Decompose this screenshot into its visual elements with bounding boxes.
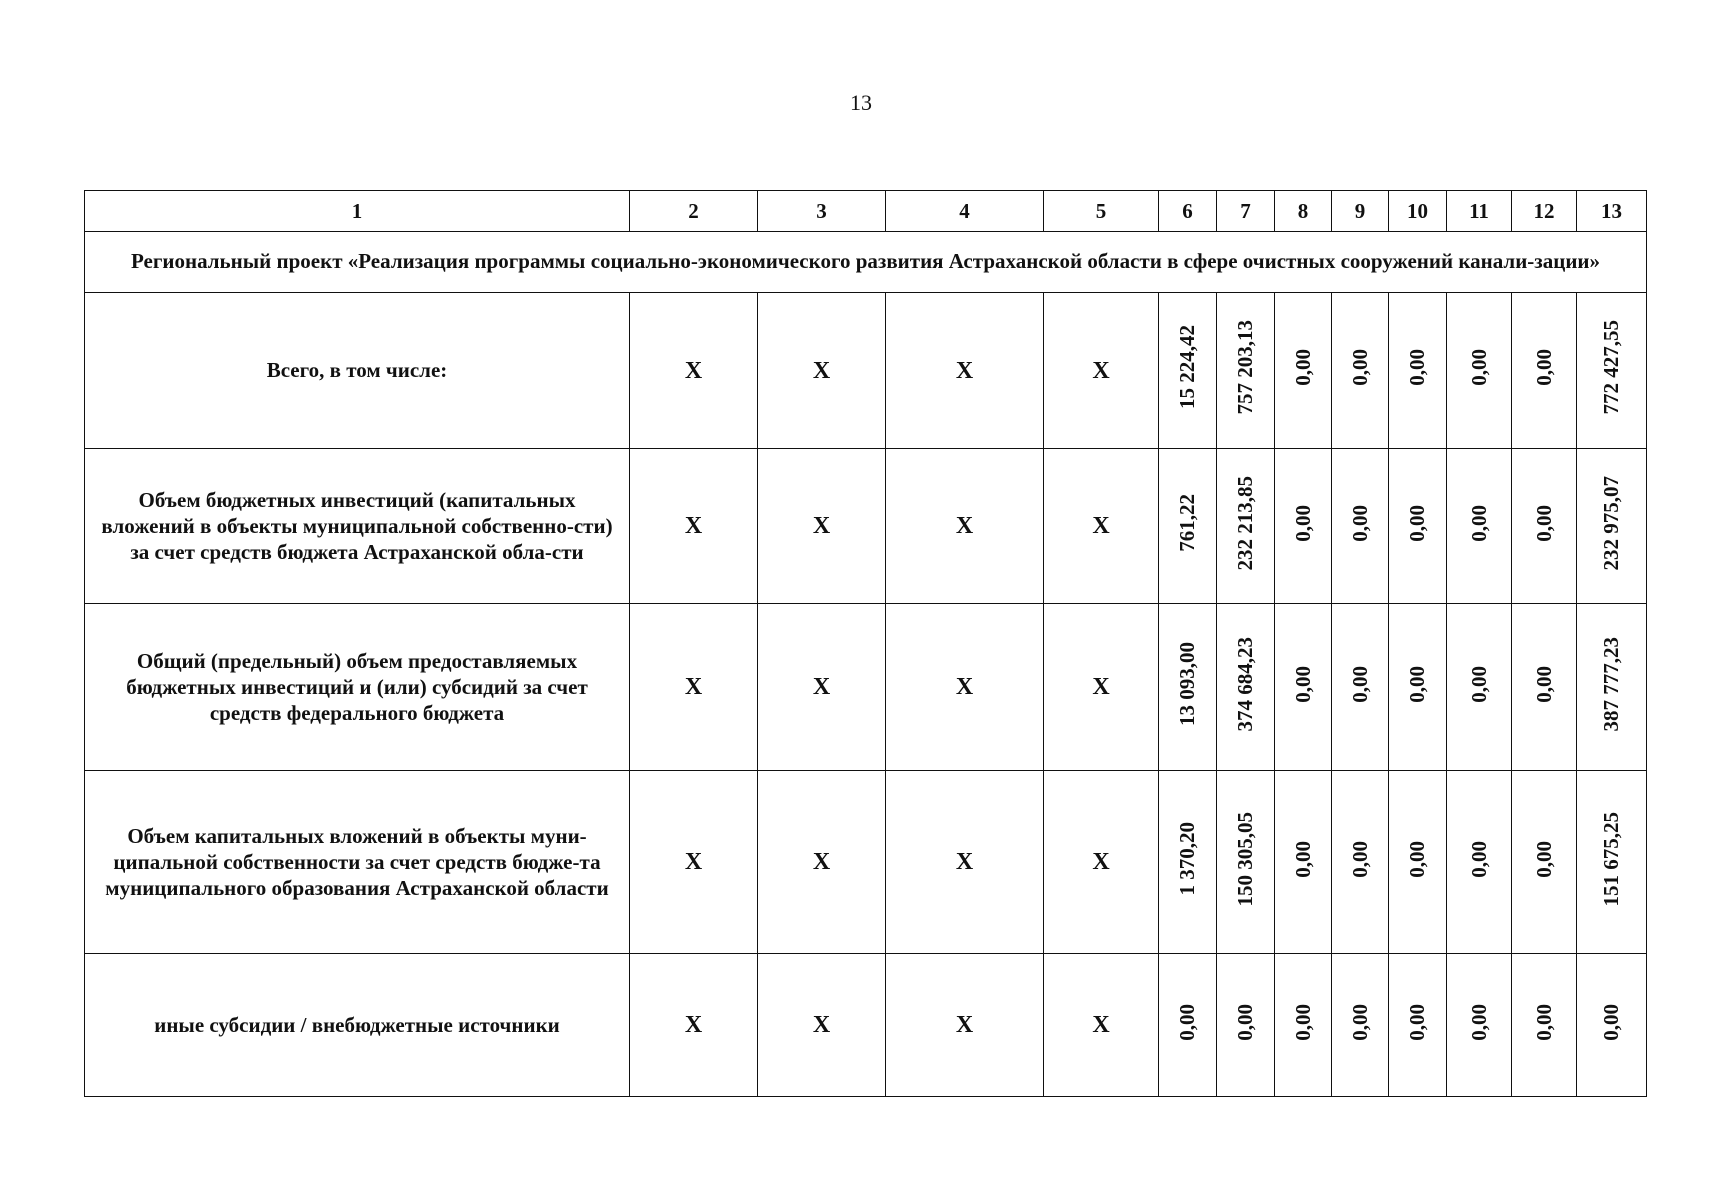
value-cell bbox=[1389, 449, 1447, 604]
value-cell bbox=[1577, 449, 1647, 604]
value-text: 15 224,42 bbox=[1175, 325, 1200, 410]
value-text: 0,00 bbox=[1466, 504, 1491, 542]
x-mark: Х bbox=[886, 604, 1044, 771]
table-row bbox=[85, 954, 1647, 1097]
column-header: 10 bbox=[1389, 191, 1447, 232]
value-text: 0,00 bbox=[1466, 349, 1491, 386]
value-cell bbox=[1275, 771, 1332, 954]
x-mark: Х bbox=[758, 954, 886, 1097]
header-row bbox=[85, 191, 1647, 232]
value-cell bbox=[1512, 449, 1577, 604]
value-cell bbox=[1217, 449, 1275, 604]
value-cell bbox=[1577, 604, 1647, 771]
value-cell bbox=[1217, 954, 1275, 1097]
table-row bbox=[85, 771, 1647, 954]
value-text: 0,00 bbox=[1405, 840, 1430, 878]
value-cell bbox=[1577, 771, 1647, 954]
value-cell bbox=[1332, 293, 1389, 449]
x-mark: Х bbox=[758, 293, 886, 449]
value-cell bbox=[1217, 771, 1275, 954]
value-text: 0,00 bbox=[1347, 349, 1372, 386]
value-cell bbox=[1512, 771, 1577, 954]
x-mark: Х bbox=[886, 771, 1044, 954]
column-header: 13 bbox=[1577, 191, 1647, 232]
value-text: 0,00 bbox=[1405, 665, 1430, 703]
value-text: 232 213,85 bbox=[1233, 475, 1258, 571]
value-cell bbox=[1332, 771, 1389, 954]
value-cell bbox=[1159, 604, 1217, 771]
row-label: Объем капитальных вложений в объекты муни-ципальной собственности за счет средств бюдже-та муниципального образования Астраханской области bbox=[85, 771, 630, 954]
column-header: 8 bbox=[1275, 191, 1332, 232]
value-text: 0,00 bbox=[1290, 1003, 1315, 1041]
column-header: 7 bbox=[1217, 191, 1275, 232]
value-text: 0,00 bbox=[1347, 840, 1372, 878]
row-label: Объем бюджетных инвестиций (капитальных вложений в объекты муниципальной собственно-сти) за счет средств бюджета Астраханской обла-сти bbox=[85, 449, 630, 604]
value-text: 0,00 bbox=[1466, 665, 1491, 703]
value-text: 0,00 bbox=[1531, 504, 1556, 542]
value-cell bbox=[1389, 604, 1447, 771]
value-text: 0,00 bbox=[1599, 1003, 1624, 1041]
x-mark: Х bbox=[630, 449, 758, 604]
value-text: 0,00 bbox=[1405, 1003, 1430, 1041]
section-row bbox=[85, 232, 1647, 293]
value-text: 772 427,55 bbox=[1599, 320, 1624, 415]
value-text: 0,00 bbox=[1233, 1003, 1258, 1041]
value-cell bbox=[1447, 449, 1512, 604]
table-row bbox=[85, 604, 1647, 771]
x-mark: Х bbox=[1044, 954, 1159, 1097]
column-header: 2 bbox=[630, 191, 758, 232]
value-text: 0,00 bbox=[1290, 504, 1315, 542]
value-cell bbox=[1577, 954, 1647, 1097]
value-text: 0,00 bbox=[1347, 1003, 1372, 1041]
x-mark: Х bbox=[1044, 293, 1159, 449]
value-cell bbox=[1512, 604, 1577, 771]
x-mark: Х bbox=[758, 771, 886, 954]
x-mark: Х bbox=[1044, 449, 1159, 604]
value-cell bbox=[1159, 771, 1217, 954]
value-text: 151 675,25 bbox=[1599, 811, 1624, 907]
value-text: 13 093,00 bbox=[1175, 641, 1200, 726]
value-cell bbox=[1275, 954, 1332, 1097]
value-text: 0,00 bbox=[1531, 349, 1556, 386]
value-cell bbox=[1447, 293, 1512, 449]
value-cell bbox=[1332, 954, 1389, 1097]
x-mark: Х bbox=[886, 954, 1044, 1097]
value-text: 232 975,07 bbox=[1599, 475, 1624, 571]
row-label: иные субсидии / внебюджетные источники bbox=[85, 954, 630, 1097]
column-header: 3 bbox=[758, 191, 886, 232]
x-mark: Х bbox=[886, 449, 1044, 604]
x-mark: Х bbox=[1044, 604, 1159, 771]
value-cell bbox=[1159, 293, 1217, 449]
value-cell bbox=[1512, 293, 1577, 449]
value-text: 374 684,23 bbox=[1233, 636, 1258, 732]
value-cell bbox=[1332, 449, 1389, 604]
value-text: 150 305,05 bbox=[1233, 811, 1258, 907]
x-mark: Х bbox=[630, 771, 758, 954]
value-cell bbox=[1512, 954, 1577, 1097]
value-cell bbox=[1275, 449, 1332, 604]
value-cell bbox=[1275, 604, 1332, 771]
table-row bbox=[85, 293, 1647, 449]
row-label: Общий (предельный) объем предоставляемых бюджетных инвестиций и (или) субсидий за счет средств федерального бюджета bbox=[85, 604, 630, 771]
value-text: 0,00 bbox=[1405, 349, 1430, 386]
value-cell bbox=[1389, 771, 1447, 954]
value-text: 0,00 bbox=[1175, 1003, 1200, 1041]
value-text: 0,00 bbox=[1405, 504, 1430, 542]
column-header: 9 bbox=[1332, 191, 1389, 232]
value-text: 0,00 bbox=[1531, 840, 1556, 878]
value-text: 0,00 bbox=[1347, 504, 1372, 542]
value-cell bbox=[1159, 449, 1217, 604]
value-text: 387 777,23 bbox=[1599, 636, 1624, 732]
x-mark: Х bbox=[630, 954, 758, 1097]
value-text: 1 370,20 bbox=[1175, 822, 1200, 896]
section-title: Региональный проект «Реализация программы социально-экономического развития Астраханской области в сфере очистных сооружений канали-зации» bbox=[85, 232, 1647, 293]
value-cell bbox=[1217, 604, 1275, 771]
x-mark: Х bbox=[630, 604, 758, 771]
row-label: Всего, в том числе: bbox=[85, 293, 630, 449]
value-text: 0,00 bbox=[1290, 665, 1315, 703]
value-cell bbox=[1389, 293, 1447, 449]
value-text: 0,00 bbox=[1466, 1003, 1491, 1041]
value-text: 0,00 bbox=[1531, 1003, 1556, 1041]
value-cell bbox=[1159, 954, 1217, 1097]
x-mark: Х bbox=[886, 293, 1044, 449]
x-mark: Х bbox=[1044, 771, 1159, 954]
table-row bbox=[85, 449, 1647, 604]
column-header: 5 bbox=[1044, 191, 1159, 232]
value-text: 0,00 bbox=[1531, 665, 1556, 703]
value-cell bbox=[1217, 293, 1275, 449]
value-cell bbox=[1447, 604, 1512, 771]
value-text: 757 203,13 bbox=[1233, 320, 1258, 415]
column-header: 4 bbox=[886, 191, 1044, 232]
column-header: 6 bbox=[1159, 191, 1217, 232]
value-text: 0,00 bbox=[1290, 349, 1315, 386]
value-cell bbox=[1577, 293, 1647, 449]
value-cell bbox=[1389, 954, 1447, 1097]
column-header: 12 bbox=[1512, 191, 1577, 232]
value-cell bbox=[1447, 771, 1512, 954]
value-cell bbox=[1447, 954, 1512, 1097]
value-text: 761,22 bbox=[1175, 494, 1200, 552]
value-cell bbox=[1275, 293, 1332, 449]
value-text: 0,00 bbox=[1290, 840, 1315, 878]
budget-table bbox=[84, 190, 1647, 1097]
value-text: 0,00 bbox=[1466, 840, 1491, 878]
x-mark: Х bbox=[630, 293, 758, 449]
x-mark: Х bbox=[758, 449, 886, 604]
column-header: 11 bbox=[1447, 191, 1512, 232]
page-number: 13 bbox=[850, 90, 872, 115]
value-text: 0,00 bbox=[1347, 665, 1372, 703]
column-header: 1 bbox=[85, 191, 630, 232]
value-cell bbox=[1332, 604, 1389, 771]
x-mark: Х bbox=[758, 604, 886, 771]
